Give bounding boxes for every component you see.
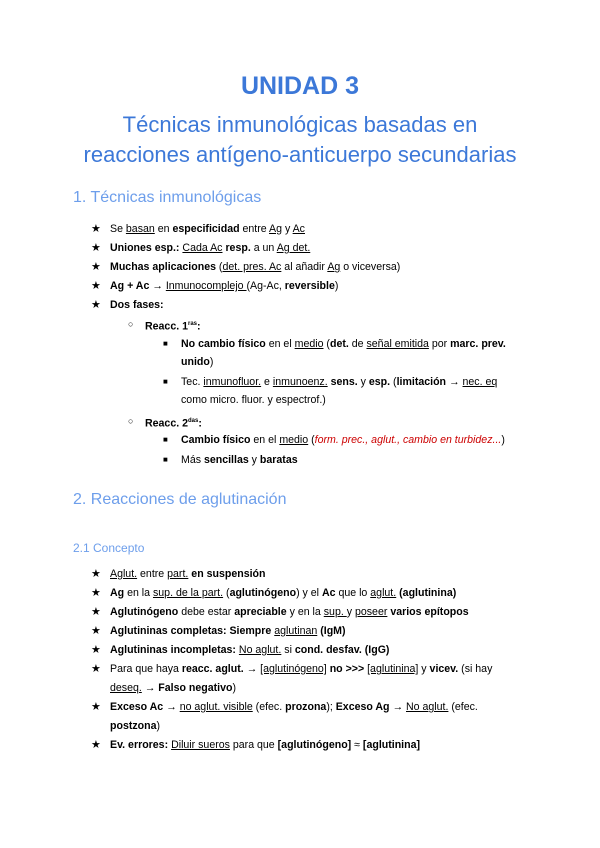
- bullet-line: Uniones esp.: Cada Ac resp. a un Ag det.: [110, 242, 311, 254]
- bullet-line: Tec. inmunofluor. e inmunoenz. sens. y esp. (limitación → nec. eq: [181, 376, 498, 388]
- subtitle-line-2: reacciones antígeno-anticuerpo secundarias: [83, 142, 517, 167]
- section-1-heading: 1. Técnicas inmunológicas: [73, 189, 262, 206]
- star-bullet-icon: ★: [91, 739, 101, 751]
- square-bullet-icon: ■: [163, 455, 168, 464]
- bullet-line: Reacc. $2^{das}$:: [145, 417, 202, 430]
- bullet-line: Ag + Ac → Inmunocomplejo (Ag-Ac, reversible): [110, 280, 339, 292]
- bullet-line: Aglutinógeno debe estar apreciable y en la sup. y poseer varios epítopos: [110, 606, 469, 618]
- star-bullet-icon: ★: [91, 568, 101, 580]
- bullet-line: Cambio físico en el medio (form. prec., aglut., cambio en turbidez...): [181, 434, 505, 446]
- star-bullet-icon: ★: [91, 280, 101, 292]
- bullet-line: Exceso Ac → no aglut. visible (efec. prozona); Exceso Ag → No aglut. (efec.: [110, 701, 478, 713]
- bullet-line: Se basan en especificidad entre Ag y Ac: [110, 223, 305, 235]
- square-bullet-icon: ■: [163, 339, 168, 348]
- star-bullet-icon: ★: [91, 663, 101, 675]
- section-2-heading: 2. Reacciones de aglutinación: [73, 491, 287, 508]
- bullet-line-continuation: deseq. → Falso negativo): [110, 682, 236, 694]
- bullet-line: Muchas aplicaciones (det. pres. Ac al añadir Ag o viceversa): [110, 261, 401, 273]
- star-bullet-icon: ★: [91, 644, 101, 656]
- star-bullet-icon: ★: [91, 587, 101, 599]
- star-bullet-icon: ★: [91, 606, 101, 618]
- star-bullet-icon: ★: [91, 261, 101, 273]
- bullet-line-continuation: postzona): [110, 720, 161, 732]
- bullet-line: Reacc. $1^{ras}$:: [145, 320, 201, 333]
- bullet-line: No cambio físico en el medio (det. de señal emitida por marc. prev.: [181, 338, 506, 350]
- bullet-line: Aglutininas incompletas: No aglut. si cond. desfav. (IgG): [110, 644, 390, 656]
- star-bullet-icon: ★: [91, 701, 101, 713]
- square-bullet-icon: ■: [163, 435, 168, 444]
- unit-title: UNIDAD 3: [240, 72, 360, 100]
- bullet-line: Aglutininas completas: Siempre aglutinan (IgM): [110, 625, 346, 637]
- star-bullet-icon: ★: [91, 625, 101, 637]
- bullet-line: Para que haya reacc. aglut. → [aglutinógeno] no >>> [aglutinina] y vicev. (si hay: [110, 663, 493, 675]
- circle-bullet-icon: ○: [128, 416, 134, 426]
- bullet-line-continuation: como micro. fluor. y espectrof.): [181, 394, 326, 406]
- star-bullet-icon: ★: [91, 299, 101, 311]
- star-bullet-icon: ★: [91, 223, 101, 235]
- bullet-line: Ev. errores: Diluir sueros para que [aglutinógeno] ≈ [aglutinina]: [110, 739, 421, 751]
- bullet-line: Dos fases:: [110, 299, 164, 311]
- bullet-line: Ag en la sup. de la part. (aglutinógeno) y el Ac que lo aglut. (aglutinina): [110, 587, 457, 599]
- square-bullet-icon: ■: [163, 377, 168, 386]
- circle-bullet-icon: ○: [128, 319, 134, 329]
- star-bullet-icon: ★: [91, 242, 101, 254]
- bullet-line: Más sencillas y baratas: [181, 454, 298, 466]
- bullet-line-continuation: unido): [181, 356, 214, 368]
- subtitle-line-1: Técnicas inmunológicas basadas en: [122, 112, 478, 137]
- section-2-1-heading: 2.1 Concepto: [73, 541, 145, 555]
- bullet-line: Aglut. entre part. en suspensión: [110, 568, 266, 580]
